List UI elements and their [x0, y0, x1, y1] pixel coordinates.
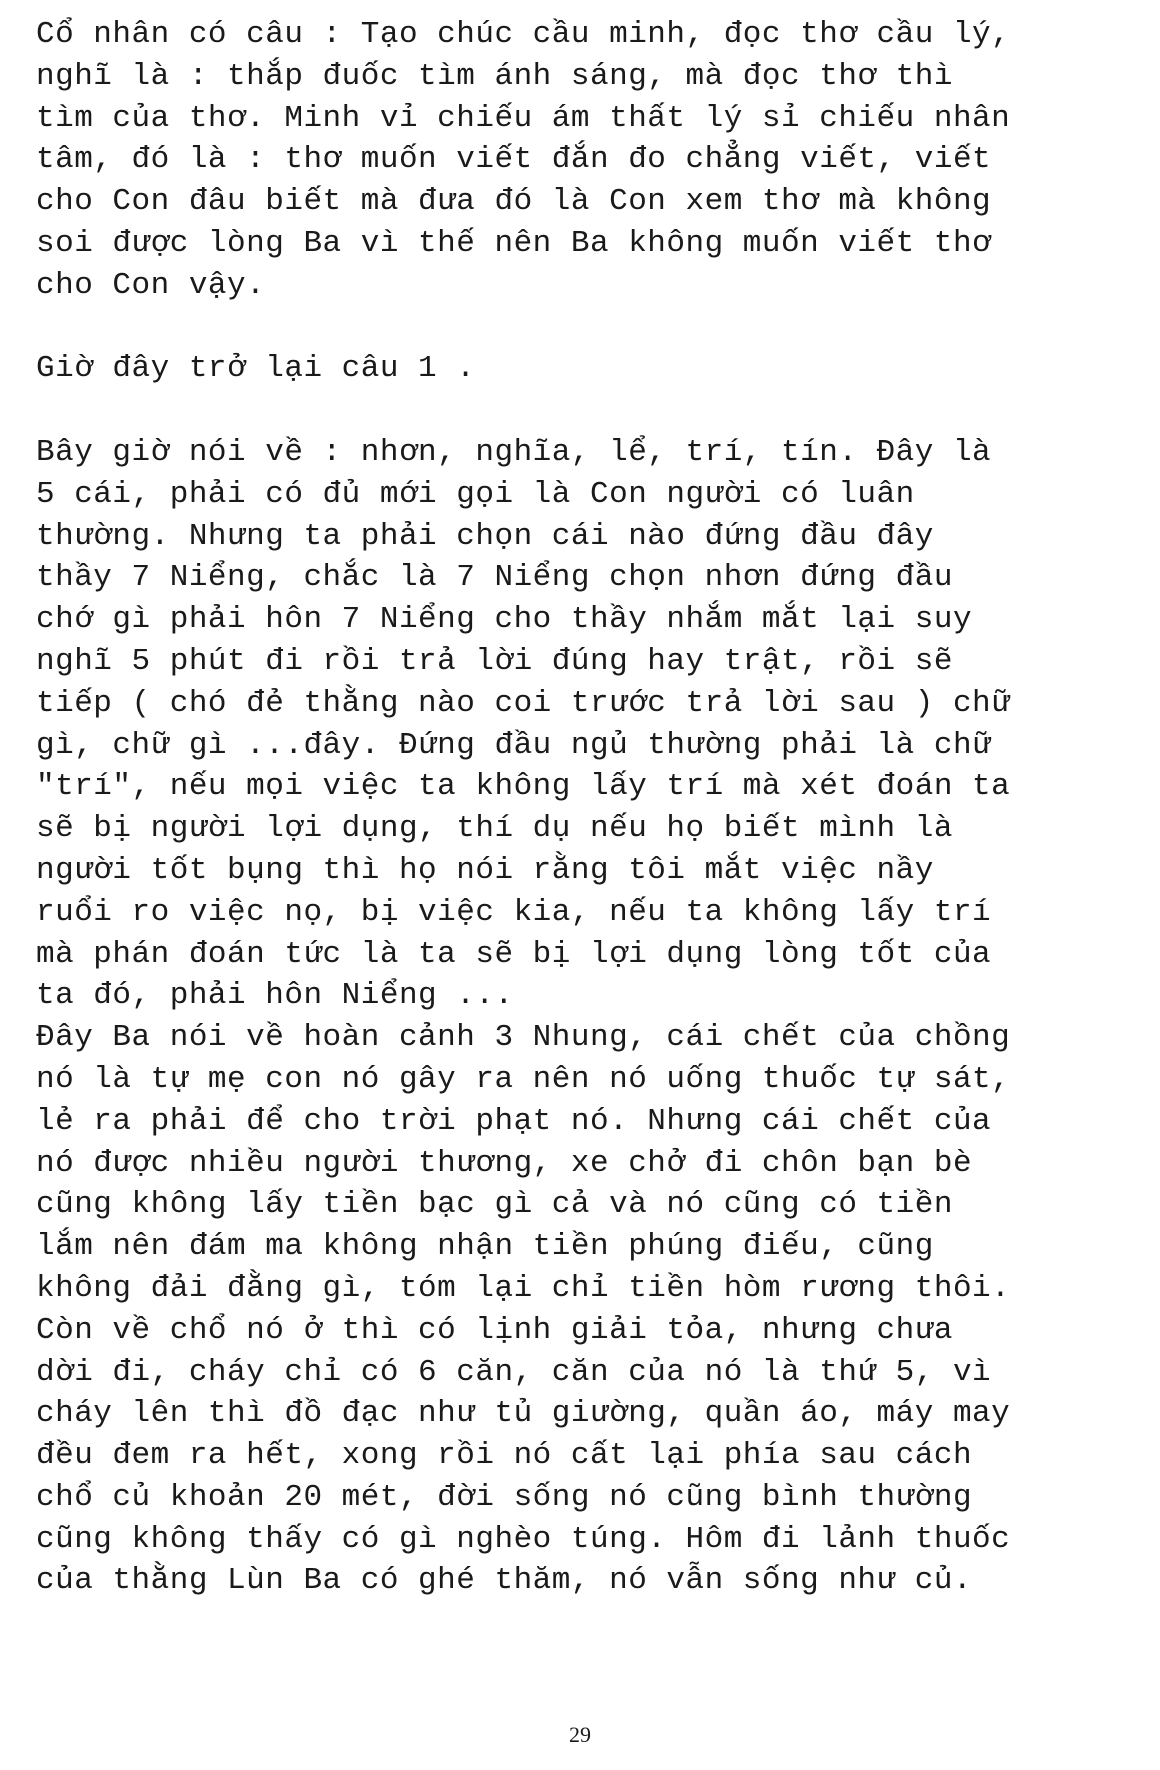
text-line: "trí", nếu mọi việc ta không lấy trí mà xét đoán ta: [36, 769, 1011, 805]
text-line: lắm nên đám ma không nhận tiền phúng điếu, cũng: [36, 1229, 934, 1265]
text-line: Bây giờ nói về : nhơn, nghĩa, lể, trí, tín. Đây là: [36, 434, 992, 470]
text-line: thường. Nhưng ta phải chọn cái nào đứng đầu đây: [36, 518, 934, 554]
text-line: cũng không thấy có gì nghèo túng. Hôm đi lảnh thuốc: [36, 1521, 1011, 1557]
text-line: đều đem ra hết, xong rồi nó cất lại phía sau cách: [36, 1438, 973, 1474]
text-line: người tốt bụng thì họ nói rằng tôi mắt việc nầy: [36, 852, 934, 888]
text-line: cháy lên thì đồ đạc như tủ giường, quần áo, máy may: [36, 1396, 1011, 1432]
text-line: nó được nhiều người thương, xe chở đi chôn bạn bè: [36, 1145, 973, 1181]
text-line: nó là tự mẹ con nó gây ra nên nó uống thuốc tự sát,: [36, 1061, 1011, 1097]
text-line: chớ gì phải hôn 7 Niểng cho thầy nhắm mắt lại suy: [36, 602, 973, 638]
paragraph-1: [36, 14, 1146, 307]
text-line: thầy 7 Niểng, chắc là 7 Niểng chọn nhơn đứng đầu: [36, 560, 953, 596]
text-line: cho Con đâu biết mà đưa đó là Con xem thơ mà không: [36, 184, 992, 220]
text-line: ruổi ro việc nọ, bị việc kia, nếu ta không lấy trí: [36, 894, 992, 930]
text-line: Cổ nhân có câu : Tạo chúc cầu minh, đọc thơ cầu lý,: [36, 17, 1011, 52]
text-line: 5 cái, phải có đủ mới gọi là Con người có luân: [36, 476, 915, 512]
text-line: tìm của thơ. Minh vỉ chiếu ám thất lý sỉ chiếu nhân: [36, 100, 1011, 136]
paragraph-4: [36, 1017, 1146, 1602]
text-line: gì, chữ gì ...đây. Đứng đầu ngủ thường phải là chữ: [36, 727, 992, 763]
text-line: sẽ bị người lợi dụng, thí dụ nếu họ biết mình là: [36, 811, 953, 847]
paragraph-spacer: [36, 390, 1146, 432]
text-line: của thằng Lùn Ba có ghé thăm, nó vẫn sống như củ.: [36, 1563, 973, 1599]
paragraph-spacer: [36, 307, 1146, 349]
text-line: tâm, đó là : thơ muốn viết đắn đo chẳng viết, viết: [36, 142, 992, 178]
text-line: dời đi, cháy chỉ có 6 căn, căn của nó là thứ 5, vì: [36, 1354, 992, 1390]
text-line: Giờ đây trở lại câu 1 .: [36, 351, 476, 387]
text-line: nghĩ 5 phút đi rồi trả lời đúng hay trật, rồi sẽ: [36, 643, 953, 679]
paragraph-3: [36, 432, 1146, 1017]
text-line: nghĩ là : thắp đuốc tìm ánh sáng, mà đọc thơ thì: [36, 58, 953, 94]
text-line: cũng không lấy tiền bạc gì cả và nó cũng có tiền: [36, 1187, 953, 1223]
text-line: tiếp ( chó đẻ thằng nào coi trước trả lời sau ) chữ: [36, 685, 1011, 721]
text-line: lẻ ra phải để cho trời phạt nó. Nhưng cái chết của: [36, 1103, 992, 1139]
text-line: mà phán đoán tức là ta sẽ bị lợi dụng lòng tốt của: [36, 936, 992, 972]
page-number: 29: [569, 1722, 591, 1747]
text-line: ta đó, phải hôn Niểng ...: [36, 978, 514, 1014]
text-line: Còn về chổ nó ở thì có lịnh giải tỏa, nhưng chưa: [36, 1312, 953, 1348]
text-line: Đây Ba nói về hoàn cảnh 3 Nhung, cái chết của chồng: [36, 1020, 1011, 1056]
text-line: soi được lòng Ba vì thế nên Ba không muốn viết thơ: [36, 225, 992, 261]
text-line: chổ củ khoản 20 mét, đời sống nó cũng bình thường: [36, 1479, 973, 1515]
paragraph-2: [36, 348, 1146, 390]
text-line: cho Con vậy.: [36, 267, 266, 303]
text-line: không đải đằng gì, tóm lại chỉ tiền hòm rương thôi.: [36, 1270, 1011, 1306]
letter-body: [36, 14, 1146, 1602]
